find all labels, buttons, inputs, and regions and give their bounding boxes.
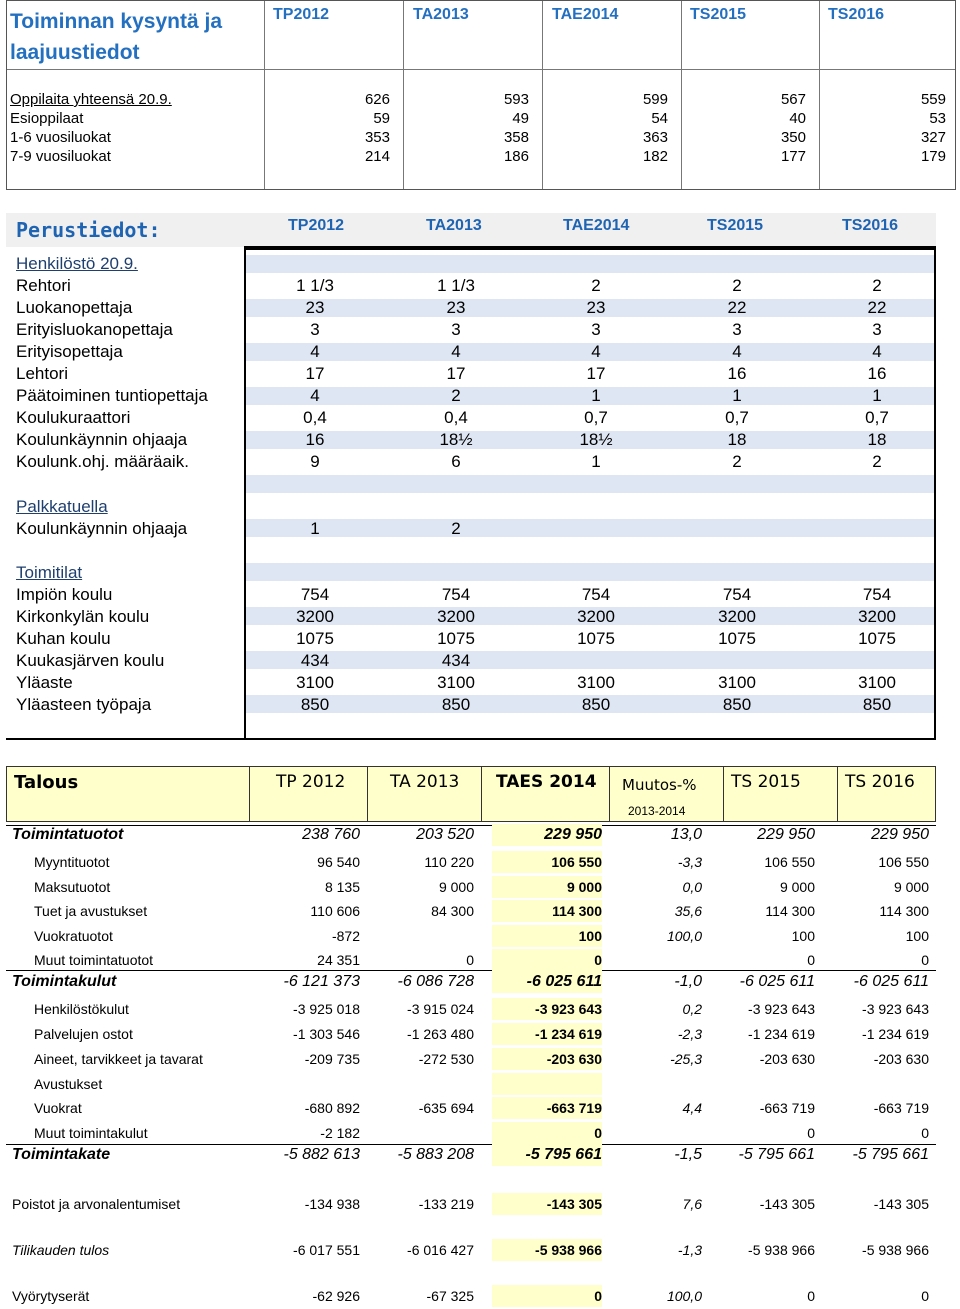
demand-row-label: 1-6 vuosiluokat <box>10 129 111 146</box>
staff-cell: 17 <box>446 364 466 383</box>
staff-cell: 1 <box>732 386 742 405</box>
basic-column-header-0: TP2012 <box>288 217 345 234</box>
finance-cell: 100 <box>791 928 815 944</box>
staff-cell: 17 <box>586 364 606 383</box>
finance-cell: 0,2 <box>682 1001 702 1017</box>
header-rule <box>244 246 936 250</box>
demand-cell: 363 <box>642 129 668 146</box>
staff-cell: 4 <box>310 386 320 405</box>
finance-cell: -143 305 <box>759 1196 815 1212</box>
finance-cell: -1 234 619 <box>862 1026 929 1042</box>
finance-cell: -203 630 <box>873 1051 929 1067</box>
staff-cell: 3 <box>872 320 882 339</box>
finance-cell: -5 938 966 <box>862 1242 929 1258</box>
column-header-3: TS2015 <box>690 6 747 23</box>
staff-cell: 4 <box>310 342 320 361</box>
finance-cell: 229 950 <box>757 826 815 843</box>
finance-cell <box>364 1073 474 1095</box>
finance-column-header-3: Muutos-% <box>622 776 697 794</box>
finance-cell: -62 926 <box>312 1288 360 1304</box>
finance-cell: 203 520 <box>416 826 474 843</box>
pay-cell <box>551 518 641 540</box>
finance-cell <box>592 1122 702 1144</box>
premises-cell: 754 <box>581 585 611 604</box>
pay-cell: 2 <box>451 519 461 538</box>
finance-cell: -203 630 <box>759 1051 815 1067</box>
staff-cell: 22 <box>867 298 887 317</box>
finance-cell: 229 950 <box>492 824 602 846</box>
staff-cell: 4 <box>451 342 461 361</box>
premises-cell: 850 <box>581 695 611 714</box>
premises-cell: 3200 <box>437 607 475 626</box>
finance-cell: -3 925 018 <box>293 1001 360 1017</box>
pay-cell <box>692 518 782 540</box>
finance-cell: 100 <box>905 928 929 944</box>
staff-cell: 1 1/3 <box>296 276 334 295</box>
finance-cell: 114 300 <box>879 903 929 919</box>
premises-cell: 3200 <box>718 607 756 626</box>
finance-cell: 0 <box>921 952 929 968</box>
finance-cell: 100,0 <box>666 928 702 944</box>
column-header-1: TA2013 <box>413 6 469 23</box>
finance-row-label: Vyörytyserät <box>12 1288 90 1304</box>
finance-cell: 9 000 <box>779 879 815 895</box>
demand-cell: 40 <box>789 110 806 127</box>
finance-cell: 9 000 <box>492 876 602 898</box>
staff-row-label: Erityisluokanopettaja <box>16 320 173 339</box>
row-band <box>246 475 934 493</box>
premises-cell: 850 <box>862 695 892 714</box>
finance-cell: -3 923 643 <box>862 1001 929 1017</box>
premises-cell: 850 <box>300 695 330 714</box>
row-band <box>246 255 934 273</box>
staff-cell: 4 <box>591 342 601 361</box>
premises-cell: 754 <box>722 585 752 604</box>
staff-cell: 3 <box>310 320 320 339</box>
finance-cell: 114 300 <box>492 900 602 922</box>
staff-cell: 18 <box>867 430 887 449</box>
finance-cell: -1,3 <box>677 1242 702 1258</box>
premises-row-label: Kuhan koulu <box>16 629 111 648</box>
staff-cell: 2 <box>732 276 742 295</box>
finance-cell: -6 025 611 <box>492 971 602 993</box>
finance-cell: -5 795 661 <box>492 1144 602 1166</box>
finance-cell: -6 017 551 <box>293 1242 360 1258</box>
staff-row-label: Päätoiminen tuntiopettaja <box>16 386 208 405</box>
staff-cell: 18 <box>727 430 747 449</box>
finance-cell <box>364 925 474 947</box>
finance-cell: 9 000 <box>438 879 474 895</box>
finance-cell: 110 606 <box>310 903 360 919</box>
staff-cell: 1 <box>591 452 601 471</box>
demand-cell: 177 <box>780 148 806 165</box>
demand-cell: 358 <box>503 129 529 146</box>
premises-cell: 754 <box>862 585 892 604</box>
finance-cell <box>364 1122 474 1144</box>
finance-cell: -1,5 <box>674 1146 702 1163</box>
staff-cell: 9 <box>310 452 320 471</box>
finance-cell: -1 234 619 <box>492 1023 602 1045</box>
premises-row-label: Yläaste <box>16 673 73 692</box>
premises-cell: 3200 <box>296 607 334 626</box>
finance-cell: -3 923 643 <box>748 1001 815 1017</box>
premises-cell: 1075 <box>296 629 334 648</box>
premises-row-label: Impiön koulu <box>16 585 113 604</box>
finance-cell: -5 795 661 <box>852 1146 929 1163</box>
demand-cell: 599 <box>642 91 668 108</box>
basic-column-header-2: TAE2014 <box>563 217 630 234</box>
demand-cell: 214 <box>364 148 390 165</box>
staff-cell: 3 <box>451 320 461 339</box>
staff-cell: 0,4 <box>444 408 468 427</box>
staff-cell: 4 <box>732 342 742 361</box>
pay-section-title: Palkkatuella <box>16 497 108 516</box>
premises-cell <box>692 650 782 672</box>
staff-cell: 6 <box>451 452 461 471</box>
finance-row-label: Poistot ja arvonalentumiset <box>12 1196 181 1212</box>
basic-column-header-4: TS2016 <box>842 217 899 234</box>
premises-cell: 3100 <box>718 673 756 692</box>
finance-cell: -5 883 208 <box>397 1146 474 1163</box>
premises-row-label: Kuukasjärven koulu <box>16 651 165 670</box>
finance-row-label: Tuet ja avustukset <box>34 903 148 919</box>
staff-cell: 22 <box>727 298 747 317</box>
finance-row-label: Myyntituotot <box>34 854 110 870</box>
finance-cell: -6 121 373 <box>283 973 360 990</box>
demand-cell: 593 <box>503 91 529 108</box>
staff-cell: 2 <box>732 452 742 471</box>
staff-cell: 23 <box>586 298 606 317</box>
finance-cell: 4,4 <box>682 1100 702 1116</box>
premises-cell: 850 <box>722 695 752 714</box>
finance-cell: -3,3 <box>677 854 702 870</box>
staff-row-label: Lehtori <box>16 364 68 383</box>
premises-cell: 1075 <box>437 629 475 648</box>
finance-column-header-1: TA 2013 <box>390 772 460 792</box>
pay-row-label: Koulunkäynnin ohjaaja <box>16 519 188 538</box>
finance-cell: -3 923 643 <box>492 998 602 1020</box>
finance-cell: -2 182 <box>320 1125 360 1141</box>
finance-cell: 0 <box>921 1288 929 1304</box>
finance-cell: 7,6 <box>682 1196 702 1212</box>
finance-cell: -680 892 <box>304 1100 360 1116</box>
demand-cell: 567 <box>780 91 806 108</box>
demand-title: Toiminnan kysyntä ja laajuustiedot <box>10 10 222 64</box>
finance-cell: -663 719 <box>492 1097 602 1119</box>
staff-row-label: Koulunkäynnin ohjaaja <box>16 430 188 449</box>
staff-cell: 1 <box>872 386 882 405</box>
finance-cell: 106 550 <box>764 854 815 870</box>
finance-cell: 0 <box>807 1288 815 1304</box>
finance-cell: -5 882 613 <box>283 1146 360 1163</box>
staff-row-label: Koulukuraattori <box>16 408 131 427</box>
demand-cell: 327 <box>920 129 946 146</box>
finance-cell <box>705 1073 815 1095</box>
staff-row-label: Rehtori <box>16 276 71 295</box>
basic-column-header-3: TS2015 <box>707 217 764 234</box>
column-header-2: TAE2014 <box>552 6 619 23</box>
demand-cell: 53 <box>929 110 946 127</box>
staff-cell: 16 <box>867 364 887 383</box>
finance-cell: -67 325 <box>426 1288 474 1304</box>
demand-cell: 559 <box>920 91 946 108</box>
finance-cell: -6 086 728 <box>397 973 474 990</box>
finance-cell: -663 719 <box>873 1100 929 1116</box>
finance-cell: 100,0 <box>666 1288 702 1304</box>
finance-cell: -1 234 619 <box>748 1026 815 1042</box>
staff-cell: 2 <box>591 276 601 295</box>
demand-cell: 54 <box>651 110 668 127</box>
staff-cell: 23 <box>305 298 325 317</box>
finance-cell <box>492 1073 602 1095</box>
demand-cell: 59 <box>373 110 390 127</box>
demand-row-label: Esioppilaat <box>10 110 84 127</box>
finance-cell: 84 300 <box>431 903 474 919</box>
staff-cell: 0,7 <box>584 408 608 427</box>
finance-cell: 0 <box>807 1125 815 1141</box>
demand-cell: 49 <box>512 110 529 127</box>
basic-column-header-1: TA2013 <box>426 217 482 234</box>
finance-cell: 238 760 <box>302 826 360 843</box>
premises-cell: 754 <box>441 585 471 604</box>
finance-cell <box>592 1073 702 1095</box>
premises-row-label: Kirkonkylän koulu <box>16 607 150 626</box>
column-header-4: TS2016 <box>828 6 885 23</box>
finance-cell: 0 <box>807 952 815 968</box>
finance-cell: 229 950 <box>871 826 929 843</box>
demand-cell: 350 <box>780 129 806 146</box>
premises-cell: 434 <box>441 651 471 670</box>
staff-cell: 0,7 <box>865 408 889 427</box>
demand-cell: 626 <box>364 91 390 108</box>
demand-cell: 186 <box>503 148 529 165</box>
finance-row-label: Vuokrat <box>34 1100 82 1116</box>
finance-row-label: Vuokratuotot <box>34 928 113 944</box>
finance-cell: -663 719 <box>759 1100 815 1116</box>
finance-cell: -133 219 <box>418 1196 474 1212</box>
finance-row-label: Palvelujen ostot <box>34 1026 133 1042</box>
staff-row-label: Luokanopettaja <box>16 298 133 317</box>
finance-cell: 100 <box>492 925 602 947</box>
finance-cell: 96 540 <box>317 854 360 870</box>
finance-cell: 8 135 <box>324 879 360 895</box>
staff-cell: 18½ <box>579 430 613 449</box>
finance-cell <box>819 1073 929 1095</box>
finance-title: Talous <box>14 772 79 793</box>
finance-cell: -1 303 546 <box>293 1026 360 1042</box>
finance-cell: -25,3 <box>670 1051 702 1067</box>
staff-cell: 16 <box>727 364 747 383</box>
finance-cell: -209 735 <box>304 1051 360 1067</box>
finance-cell: -1 263 480 <box>407 1026 474 1042</box>
premises-cell: 3100 <box>858 673 896 692</box>
demand-cell: 353 <box>364 129 390 146</box>
finance-cell: -1,0 <box>674 973 702 990</box>
demand-cell: 182 <box>642 148 668 165</box>
finance-cell: 24 351 <box>317 952 360 968</box>
staff-cell: 2 <box>872 276 882 295</box>
finance-cell: 110 220 <box>424 854 474 870</box>
finance-row-label: Muut toimintakulut <box>34 1125 148 1141</box>
finance-row-label: Toimintakulut <box>12 973 117 990</box>
change-period-label: 2013-2014 <box>628 804 686 818</box>
pay-cell <box>832 518 922 540</box>
staff-cell: 2 <box>451 386 461 405</box>
staff-cell: 16 <box>305 430 325 449</box>
finance-cell: 0 <box>492 1285 602 1307</box>
premises-row-label: Yläasteen työpaja <box>16 695 152 714</box>
basic-info-title: Perustiedot: <box>16 218 161 242</box>
premises-cell: 1075 <box>858 629 896 648</box>
finance-cell: 13,0 <box>670 826 702 843</box>
premises-cell: 3100 <box>577 673 615 692</box>
table-right-border <box>934 246 936 740</box>
finance-cell: 0 <box>921 1125 929 1141</box>
finance-cell: 114 300 <box>765 903 815 919</box>
staff-cell: 0,7 <box>725 408 749 427</box>
finance-cell: -203 630 <box>492 1048 602 1070</box>
finance-cell: -6 025 611 <box>853 973 929 990</box>
finance-row-label: Muut toimintatuotot <box>34 952 154 968</box>
finance-column-header-2: TAES 2014 <box>496 772 597 792</box>
row-band <box>246 563 934 581</box>
staff-row-label: Erityisopettaja <box>16 342 123 361</box>
finance-cell: -635 694 <box>418 1100 474 1116</box>
premises-cell: 434 <box>300 651 330 670</box>
demand-row-label: Oppilaita yhteensä 20.9. <box>10 91 172 108</box>
finance-cell: 0 <box>492 1122 602 1144</box>
demand-row-label: 7-9 vuosiluokat <box>10 148 111 165</box>
premises-cell: 850 <box>441 695 471 714</box>
staff-cell: 2 <box>872 452 882 471</box>
finance-cell: 106 550 <box>492 851 602 873</box>
finance-cell: -134 938 <box>304 1196 360 1212</box>
premises-cell <box>832 650 922 672</box>
staff-section-title: Henkilöstö 20.9. <box>16 254 138 273</box>
premises-cell: 3100 <box>437 673 475 692</box>
premises-cell: 1075 <box>577 629 615 648</box>
demand-cell: 179 <box>920 148 946 165</box>
finance-row-label: Toimintatuotot <box>12 826 124 843</box>
finance-column-header-5: TS 2016 <box>845 772 915 792</box>
finance-cell: 0 <box>466 952 474 968</box>
finance-cell: -6 025 611 <box>739 973 815 990</box>
finance-cell: -6 016 427 <box>407 1242 474 1258</box>
premises-section-title: Toimitilat <box>16 563 83 582</box>
staff-cell: 3 <box>732 320 742 339</box>
column-header-0: TP2012 <box>273 6 330 23</box>
finance-cell: -272 530 <box>418 1051 474 1067</box>
finance-cell <box>250 1073 360 1095</box>
finance-row-label: Tilikauden tulos <box>12 1242 110 1258</box>
finance-cell: -872 <box>331 928 360 944</box>
staff-cell: 18½ <box>439 430 473 449</box>
finance-cell: -5 795 661 <box>738 1146 815 1163</box>
finance-cell: -143 305 <box>492 1193 602 1215</box>
premises-cell: 3100 <box>296 673 334 692</box>
premises-cell <box>551 650 641 672</box>
table-bottom-border <box>6 738 936 740</box>
finance-row-label: Henkilöstökulut <box>34 1001 129 1017</box>
staff-cell: 23 <box>446 298 466 317</box>
finance-cell: 35,6 <box>674 903 702 919</box>
finance-cell: 106 550 <box>878 854 929 870</box>
finance-column-header-4: TS 2015 <box>731 772 801 792</box>
finance-cell: 0,0 <box>682 879 702 895</box>
premises-cell: 3200 <box>577 607 615 626</box>
staff-cell: 0,4 <box>303 408 327 427</box>
staff-cell: 17 <box>305 364 325 383</box>
pay-cell: 1 <box>310 519 320 538</box>
premises-cell: 754 <box>300 585 330 604</box>
finance-row-label: Toimintakate <box>12 1146 111 1163</box>
staff-cell: 4 <box>872 342 882 361</box>
finance-cell: 0 <box>492 949 602 971</box>
finance-cell: -2,3 <box>677 1026 702 1042</box>
premises-cell: 3200 <box>858 607 896 626</box>
finance-cell: -5 938 966 <box>492 1239 602 1261</box>
finance-row-label: Avustukset <box>34 1076 103 1092</box>
finance-row-label: Maksutuotot <box>34 879 111 895</box>
finance-cell <box>592 949 702 971</box>
finance-cell: -3 915 024 <box>407 1001 474 1017</box>
finance-cell: -143 305 <box>873 1196 929 1212</box>
staff-cell: 1 <box>591 386 601 405</box>
finance-cell: 9 000 <box>893 879 929 895</box>
finance-column-header-0: TP 2012 <box>276 772 346 792</box>
staff-cell: 1 1/3 <box>437 276 475 295</box>
finance-cell: -5 938 966 <box>748 1242 815 1258</box>
staff-cell: 3 <box>591 320 601 339</box>
premises-cell: 1075 <box>718 629 756 648</box>
finance-row-label: Aineet, tarvikkeet ja tavarat <box>34 1051 203 1067</box>
staff-row-label: Koulunk.ohj. määräaik. <box>16 452 189 471</box>
